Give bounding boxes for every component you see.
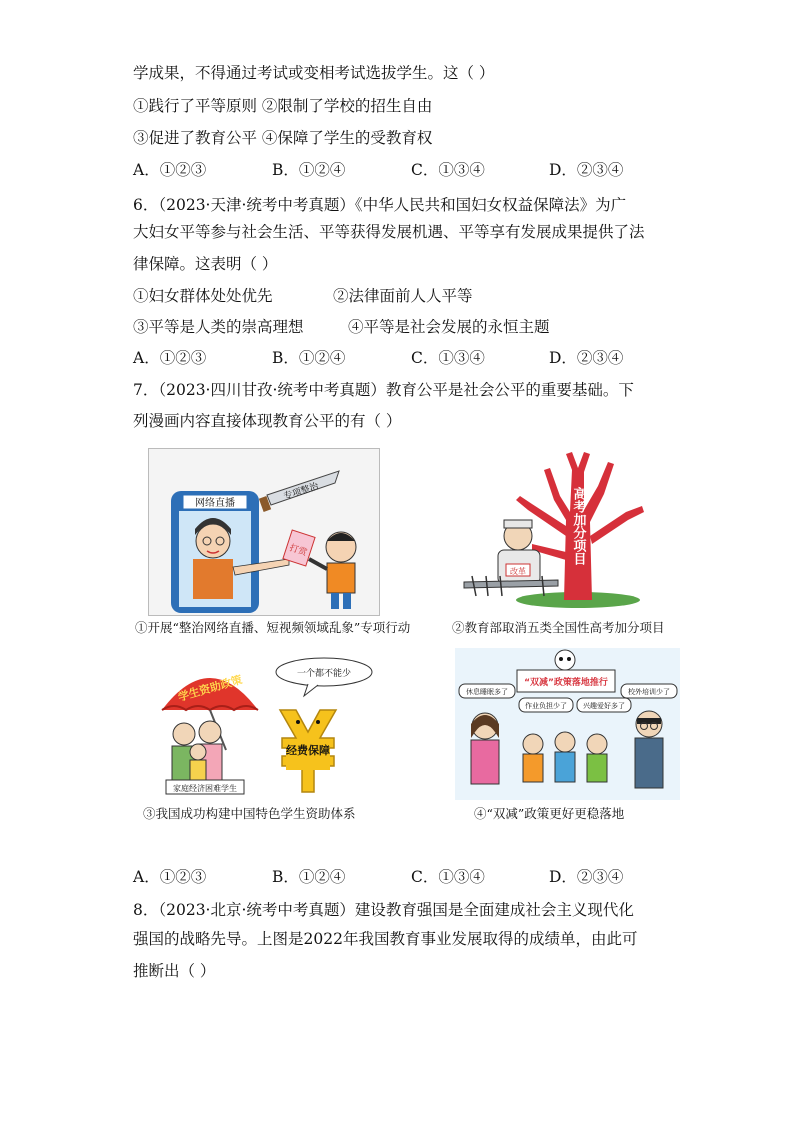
q6-stem-line2: 大妇女平等参与社会生活、平等获得发展机遇、平等享有发展成果提供了法 xyxy=(133,223,645,241)
worker-label: 改革 xyxy=(510,567,526,576)
trunk-label: 高考加分项目 xyxy=(570,487,586,565)
q7-option-c: C．①③④ xyxy=(411,868,485,886)
cartoon-livestream-crackdown xyxy=(148,448,380,616)
bubble-label: 一个都不能少 xyxy=(296,669,352,679)
q7-stem-line1: 7．（2023·四川甘孜·统考中考真题）教育公平是社会公平的重要基础。下 xyxy=(133,381,634,399)
q6-stem-line1: 6．（2023·天津·统考中考真题）《中华人民共和国妇女权益保障法》为广 xyxy=(133,196,627,214)
q7-option-d: D．②③④ xyxy=(549,868,624,886)
sign-label: 家庭经济困难学生 xyxy=(173,784,237,793)
cartoon-1-caption: ①开展“整治网络直播、短视频领域乱象”专项行动 xyxy=(135,620,411,635)
q5-stem-end: 学成果，不得通过考试或变相考试选拔学生。这（ ） xyxy=(133,64,495,82)
cartoon-double-reduction xyxy=(455,648,680,800)
card-label: 打赏 xyxy=(287,543,309,559)
q5-option-b: B．①②④ xyxy=(272,161,346,179)
bubble-homework: 作业负担少了 xyxy=(525,702,567,710)
screen-label: 网络直播 xyxy=(195,498,235,509)
q6-statement-1: ①妇女群体处处优先 xyxy=(133,287,273,305)
bubble-tutoring: 校外培训少了 xyxy=(628,688,670,696)
q7-option-b: B．①②④ xyxy=(272,868,346,886)
cartoon-student-aid xyxy=(158,650,378,800)
sword-label: 专项整治 xyxy=(282,481,320,503)
bubble-hobbies: 兴趣爱好多了 xyxy=(583,702,625,710)
banner-label: “双减”政策落地推行 xyxy=(524,678,608,688)
q5-statements-row2: ③促进了教育公平 ④保障了学生的受教育权 xyxy=(133,129,433,147)
q6-option-a: A．①②③ xyxy=(133,349,207,367)
yuan-label-line: 经费保障 xyxy=(286,744,330,757)
q5-option-c: C．①③④ xyxy=(411,161,485,179)
cartoon-3-caption: ③我国成功构建中国特色学生资助体系 xyxy=(143,806,356,821)
q6-option-b: B．①②④ xyxy=(272,349,346,367)
q6-stem-line3: 律保障。这表明（ ） xyxy=(133,255,278,273)
q6-statement-3: ③平等是人类的崇高理想 xyxy=(133,318,304,336)
q6-statement-2: ②法律面前人人平等 xyxy=(333,287,473,305)
q7-option-a: A．①②③ xyxy=(133,868,207,886)
q6-option-d: D．②③④ xyxy=(549,349,624,367)
q8-stem-line3: 推断出（ ） xyxy=(133,962,216,980)
q6-statement-4: ④平等是社会发展的永恒主题 xyxy=(348,318,550,336)
q8-stem-line1: 8．（2023·北京·统考中考真题）建设教育强国是全面建成社会主义现代化 xyxy=(133,901,634,919)
q8-stem-line2: 强国的战略先导。上图是2022年我国教育事业发展取得的成绩单，由此可 xyxy=(133,930,638,948)
q7-stem-line2: 列漫画内容直接体现教育公平的有（ ） xyxy=(133,412,402,430)
cartoon-4-caption: ④“双减”政策更好更稳落地 xyxy=(474,806,625,821)
cartoon-bonus-points-tree xyxy=(458,440,658,610)
cartoon-2-caption: ②教育部取消五类全国性高考加分项目 xyxy=(452,620,665,635)
q6-option-c: C．①③④ xyxy=(411,349,485,367)
bubble-sleep: 休息睡眠多了 xyxy=(466,688,508,696)
q5-option-d: D．②③④ xyxy=(549,161,624,179)
q5-option-a: A．①②③ xyxy=(133,161,207,179)
q5-statements-row1: ①践行了平等原则 ②限制了学校的招生自由 xyxy=(133,97,433,115)
umbrella-label: 学生资助政策 xyxy=(176,673,244,704)
